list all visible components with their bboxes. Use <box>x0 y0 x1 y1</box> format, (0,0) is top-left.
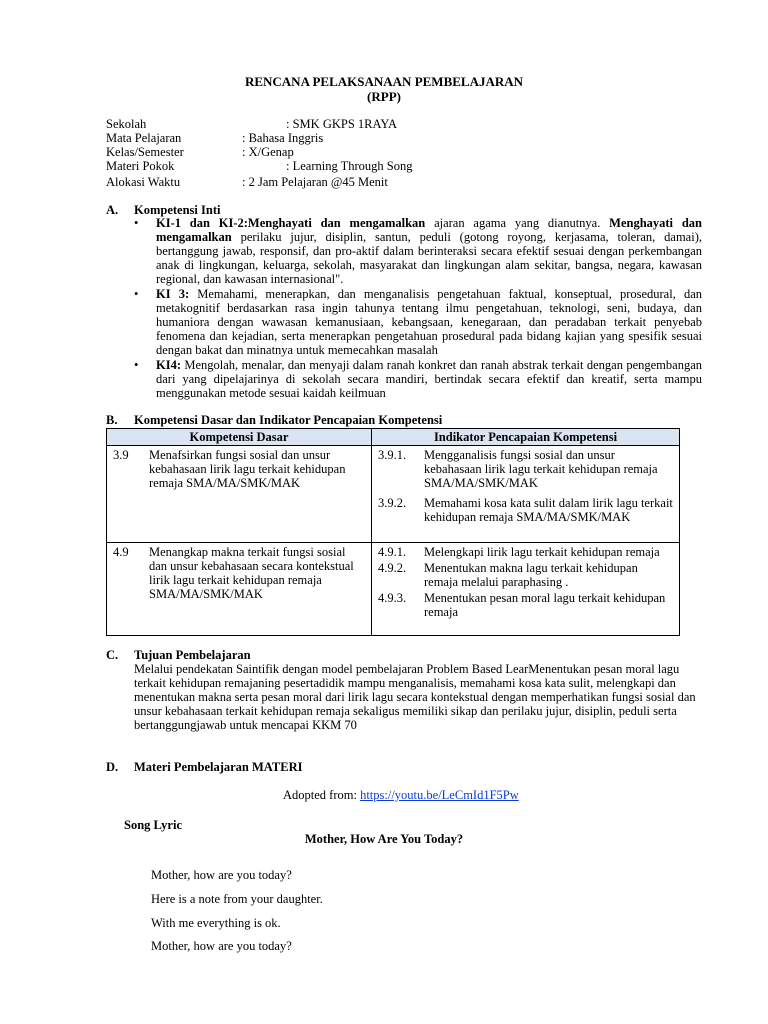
ki12-bold2: Menghayati dan mengamalkan <box>156 216 702 244</box>
lyric-line: With me everything is ok. <box>151 916 281 930</box>
kd-text: Menafsirkan fungsi sosial dan unsur kebahasaan lirik lagu terkait kehidupan remaja SMA/MA/SMK/MAK <box>149 448 346 490</box>
indicator-cell <box>372 543 680 636</box>
lyric-line: Mother, how are you today? <box>151 868 292 882</box>
indicator-text: Menentukan pesan moral lagu terkait kehidupan remaja <box>424 591 666 619</box>
lyric-line: Mother, how are you today? <box>151 939 292 953</box>
indicator-text: Memahami kosa kata sulit dalam lirik lagu terkait kehidupan remaja SMA/MA/SMK/MAK <box>424 496 673 524</box>
table-header-row <box>107 429 680 446</box>
youtube-link[interactable]: https://youtu.be/LeCmId1F5Pw <box>360 788 519 802</box>
table-row <box>107 446 680 543</box>
indicator-text: Mengganalisis fungsi sosial dan unsur kebahasaan lirik lagu terkait kehidupan remaja SMA/MA/SMK/MAK <box>424 448 658 490</box>
indicator-item <box>378 496 673 524</box>
section-a-title: Kompetensi Inti <box>134 203 221 217</box>
ki12-text1: ajaran agama yang dianutnya. <box>425 216 610 230</box>
identity-label-school: Sekolah <box>106 117 147 131</box>
indicator-text: Melengkapi lirik lagu terkait kehidupan remaja <box>424 545 660 559</box>
bullet-icon: • <box>134 287 139 301</box>
section-d-letter: D. <box>106 760 119 774</box>
ki4-item <box>134 358 702 400</box>
kd-cell <box>107 543 372 636</box>
ki4-text: Mengolah, menalar, dan menyaji dalam ranah konkret dan ranah abstrak terkait dengan pengembangan dari yang dipelajarinya di sekolah secara mandiri, bertindak secara efektif dan kreatif, serta mampu menggunakan metode sesuai kaidah keilmuan <box>156 358 702 400</box>
table-header-kd: Kompetensi Dasar <box>107 429 372 446</box>
kd-number: 3.9 <box>113 448 129 462</box>
adopted-label: Adopted from: <box>283 788 361 802</box>
identity-value-material: : Learning Through Song <box>286 159 413 173</box>
section-a-heading <box>106 203 220 217</box>
section-c-title: Tujuan Pembelajaran <box>134 648 251 662</box>
ki3-text: Memahami, menerapkan, dan menganalisis pengetahuan faktual, konseptual, prosedural, dan metakognitif berdasarkan rasa ingin tahunya tentang ilmu pengetahuan, teknologi, seni, budaya, dan humaniora dengan wawasan kemanusiaan, kebangsaan, kenegaraan, dan peradaban terkait penyebab fenomena dan kejadian, serta menerapkan pengetahuan prosedural pada bidang kajian yang spesifik sesuai dengan bakat dan minatnya untuk memecahkan masalah <box>156 287 702 357</box>
indicator-number: 4.9.1. <box>378 545 407 559</box>
document-subtitle: (RPP) <box>367 89 401 104</box>
indicator-number: 3.9.2. <box>378 496 407 510</box>
identity-value-subject: : Bahasa Inggris <box>242 131 324 145</box>
bullet-icon: • <box>134 358 139 372</box>
section-c-letter: C. <box>106 648 119 662</box>
identity-label-subject: Mata Pelajaran <box>106 131 182 145</box>
ki3-item <box>134 287 702 357</box>
indicator-item <box>378 561 673 589</box>
song-title: Mother, How Are You Today? <box>304 832 464 846</box>
kd-text: Menangkap makna terkait fungsi sosial dan unsur kebahasaan secara kontekstual lirik lagu terkait kehidupan remaja SMA/MA/SMK/MAK <box>149 545 354 601</box>
ki-list <box>134 216 702 400</box>
identity-value-school: : SMK GKPS 1RAYA <box>286 117 398 131</box>
indicator-number: 4.9.3. <box>378 591 407 605</box>
ki4-bold: KI4: <box>156 358 181 372</box>
lyric-line: Here is a note from your daughter. <box>151 892 323 906</box>
identity-value-time: : 2 Jam Pelajaran @45 Menit <box>242 175 388 189</box>
table-row <box>107 543 680 636</box>
competency-table <box>106 428 680 636</box>
section-b-heading <box>106 413 442 427</box>
adopted-from-line <box>283 788 519 802</box>
ki12-text2: perilaku jujur, disiplin, santun, peduli (gotong royong, kerjasama, toleran, damai), bertanggung jawab, responsif, dan pro-aktif dalam berinteraksi secara efektif sesuai dengan perkembangan anak di lingkungan, keluarga, sekolah, masyarakat dan lingkungan alam sekitar, bangsa, negara, kawasan regional, dan kawasan internasional". <box>156 230 702 286</box>
identity-label-time: Alokasi Waktu <box>106 175 181 189</box>
identity-label-material: Materi Pokok <box>106 159 175 173</box>
objective-paragraph: Melalui pendekatan Saintifik dengan model pembelajaran Problem Based LearMenentukan pesan moral lagu terkait kehidupan remajaning pesertadidik mampu menganalisis, memahami kosa kata sulit, melengkapi dan menentukan makna serta pesan moral dari lirik lagu secara kontekstual dengan memperhatikan fungsi sosial dan unsur kebahasaan terkait kehidupan remaja sekaligus memiliki sikap dan perilaku jujur, disiplin, peduli serta bertanggungjawab untuk mencapai KKM 70 <box>134 662 696 732</box>
section-d-heading <box>106 760 302 774</box>
indicator-cell <box>372 446 680 543</box>
identity-label-class: Kelas/Semester <box>106 145 184 159</box>
table-header-indicator: Indikator Pencapaian Kompetensi <box>372 429 680 446</box>
indicator-number: 4.9.2. <box>378 561 407 575</box>
section-a-letter: A. <box>106 203 119 217</box>
kd-cell <box>107 446 372 543</box>
bullet-icon: • <box>134 216 139 230</box>
section-d-title: Materi Pembelajaran MATERI <box>134 760 303 774</box>
kd-number: 4.9 <box>113 545 129 559</box>
ki12-bold: KI-1 dan KI-2:Menghayati dan mengamalkan <box>156 216 426 230</box>
indicator-text: Menentukan makna lagu terkait kehidupan remaja melalui paraphasing . <box>424 561 638 589</box>
indicator-item <box>378 448 673 490</box>
ki3-bold: KI 3: <box>156 287 190 301</box>
section-b-title: Kompetensi Dasar dan Indikator Pencapaian Kompetensi <box>134 413 443 427</box>
ki12-item <box>134 216 702 286</box>
song-lyric-label: Song Lyric <box>124 818 182 832</box>
indicator-item <box>378 545 673 559</box>
indicator-item <box>378 591 673 619</box>
section-b-letter: B. <box>106 413 118 427</box>
section-c-heading <box>106 648 251 662</box>
identity-value-class: : X/Genap <box>242 145 294 159</box>
document-title: RENCANA PELAKSANAAN PEMBELAJARAN <box>244 74 524 89</box>
indicator-number: 3.9.1. <box>378 448 407 462</box>
